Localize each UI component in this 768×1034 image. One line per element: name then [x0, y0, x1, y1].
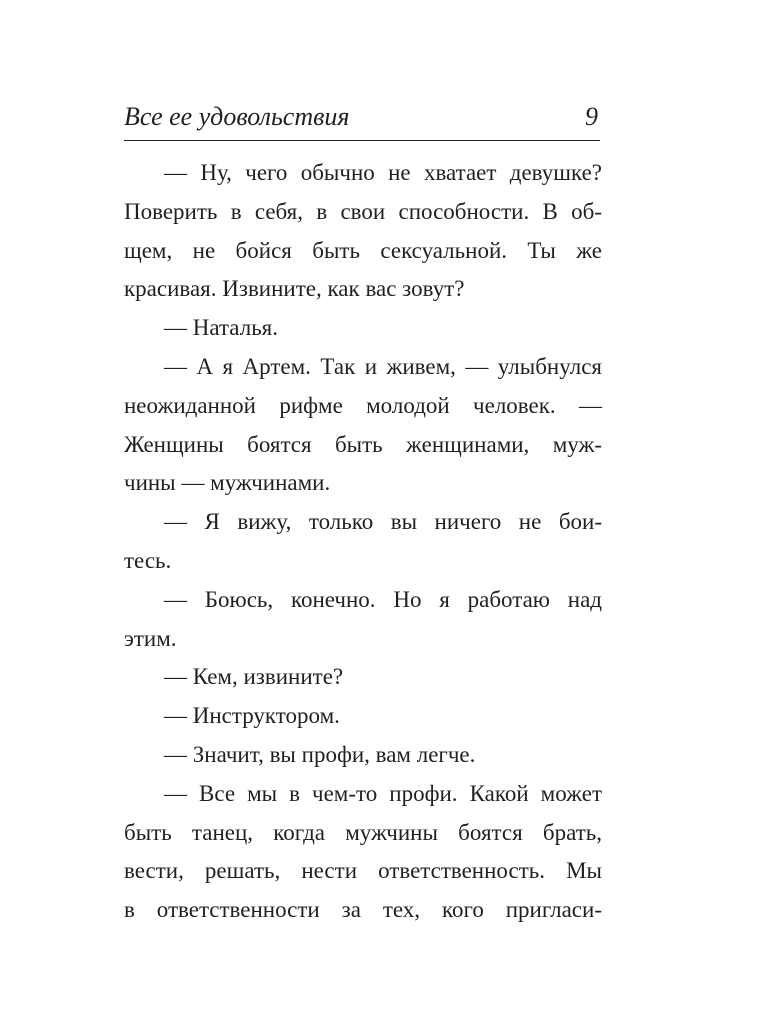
text-line: — Инструктором.: [164, 703, 340, 729]
text-line: — Я вижу, только вы ничего не бои-: [164, 509, 602, 535]
text-line: — Все мы в чем-то профи. Какой может: [164, 780, 602, 806]
text-line: чины — мужчинами.: [124, 470, 331, 496]
text-line: щем, не бойся быть сексуальной. Ты же: [124, 237, 602, 263]
text-line: быть танец, когда мужчины боятся брать,: [124, 819, 602, 845]
text-line: Поверить в себя, в свои способности. В об-: [124, 198, 602, 224]
text-line: — Кем, извините?: [164, 664, 344, 690]
page-number: 9: [585, 102, 598, 131]
text-line: в ответственности за тех, кого пригласи-: [124, 897, 602, 923]
text-line: — А я Артем. Так и живем, — улыбнулся: [164, 353, 602, 379]
text-line: этим.: [124, 625, 177, 651]
text-line: красивая. Извините, как вас зовут?: [124, 276, 465, 302]
text-line: — Наталья.: [164, 315, 279, 341]
text-line: Женщины боятся быть женщинами, муж-: [124, 431, 602, 457]
text-line: тесь.: [124, 547, 172, 573]
running-head: [124, 100, 600, 141]
text-line: — Ну, чего обычно не хватает девушке?: [164, 160, 602, 185]
running-title: Все ее удовольствия: [124, 102, 350, 131]
text-line: неожиданной рифме молодой человек. —: [124, 392, 602, 418]
text-line: — Значит, вы профи, вам легче.: [164, 741, 476, 767]
text-line: — Боюсь, конечно. Но я работаю над: [164, 586, 602, 612]
text-line: вести, решать, нести ответственность. Мы: [124, 858, 602, 884]
body-text: [124, 154, 602, 930]
